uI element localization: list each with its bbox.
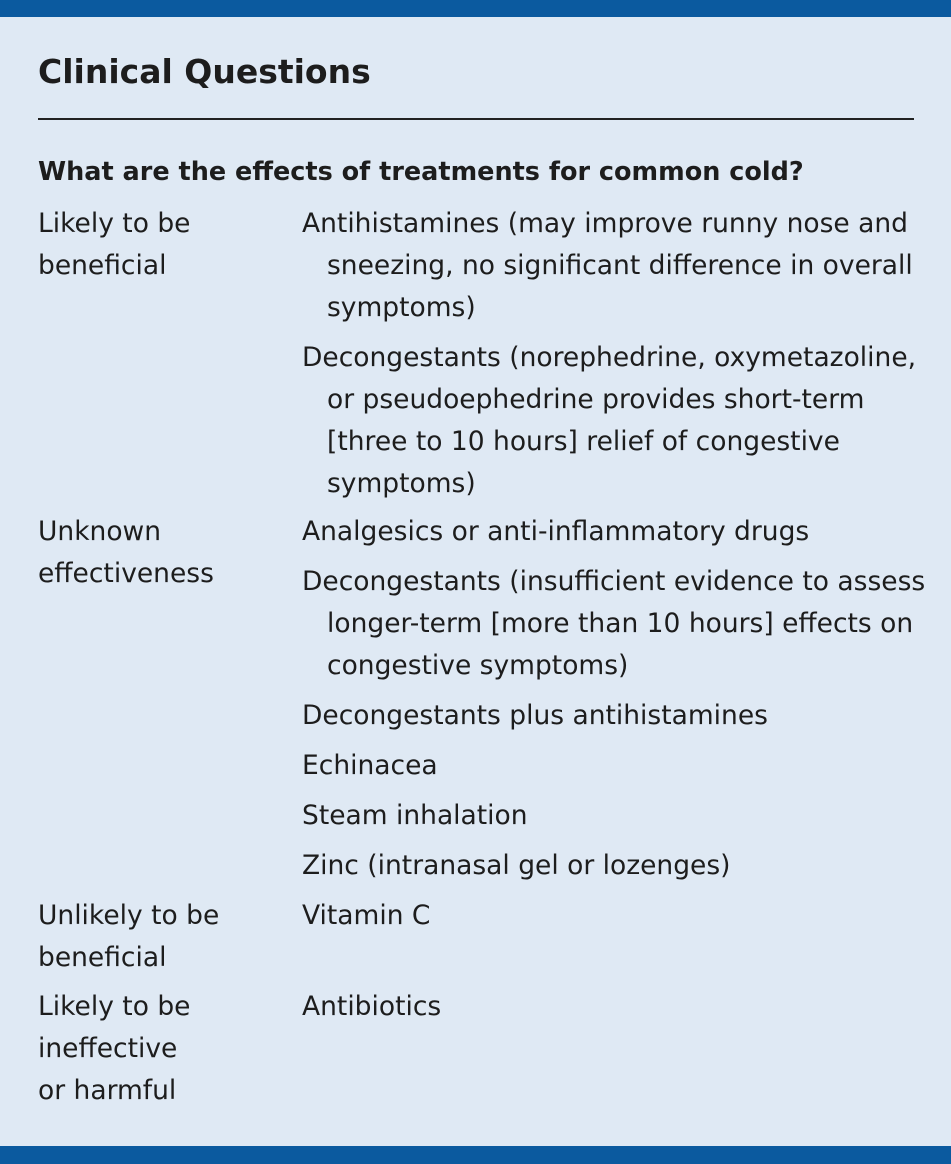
treatment-item: Zinc (intranasal gel or lozenges) bbox=[302, 850, 731, 881]
category-label bbox=[38, 986, 293, 1112]
category-line: effectiveness bbox=[38, 558, 214, 589]
category-line: beneficial bbox=[38, 250, 167, 281]
box-title: Clinical Questions bbox=[38, 52, 371, 91]
treatment-item: Decongestants (insufficient evidence to assess longer-term [more than 10 hours] effects on congestive symptoms) bbox=[302, 566, 926, 681]
category-label bbox=[38, 511, 293, 595]
category-line: Likely to be bbox=[38, 991, 191, 1022]
category-line: ineffective bbox=[38, 1033, 178, 1064]
treatment-item: Vitamin C bbox=[302, 900, 431, 931]
treatment-item: Decongestants plus antihistamines bbox=[302, 700, 768, 731]
treatment-item: Echinacea bbox=[302, 750, 438, 781]
treatment-item: Antihistamines (may improve runny nose and sneezing, no significant difference in overall symptoms) bbox=[302, 208, 913, 323]
treatment-item: Steam inhalation bbox=[302, 800, 528, 831]
category-line: Likely to be bbox=[38, 208, 191, 239]
category-label bbox=[38, 203, 293, 287]
treatment-list bbox=[302, 203, 942, 513]
category-line: Unknown bbox=[38, 516, 162, 547]
treatment-list bbox=[302, 895, 942, 945]
treatment-item: Analgesics or anti-inflammatory drugs bbox=[302, 516, 810, 547]
bottom-accent-bar bbox=[0, 1146, 951, 1164]
clinical-question: What are the effects of treatments for common cold? bbox=[38, 157, 804, 187]
treatment-item: Antibiotics bbox=[302, 991, 442, 1022]
category-label bbox=[38, 895, 293, 979]
treatment-list bbox=[302, 986, 942, 1036]
top-accent-bar bbox=[0, 0, 951, 17]
treatment-item: Decongestants (norephedrine, oxymetazoline, or pseudoephedrine provides short-term [three to 10 hours] relief of congestive symptoms) bbox=[302, 342, 917, 499]
category-line: or harmful bbox=[38, 1075, 177, 1106]
treatment-list bbox=[302, 511, 942, 895]
title-divider bbox=[38, 118, 914, 120]
category-line: Unlikely to be bbox=[38, 900, 220, 931]
category-line: beneficial bbox=[38, 942, 167, 973]
